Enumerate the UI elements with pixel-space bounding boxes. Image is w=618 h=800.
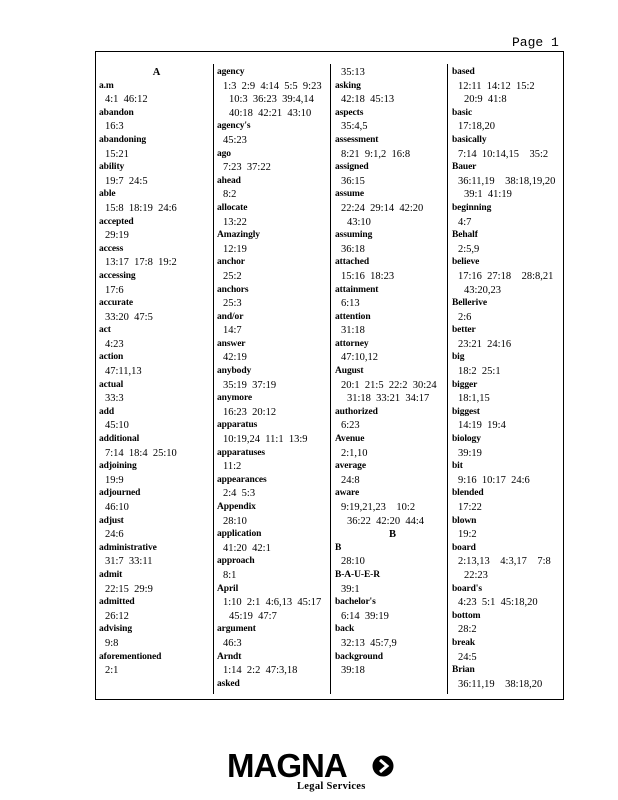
index-term: attorney: [335, 338, 369, 349]
page-line-references: 2:1,10: [341, 447, 368, 459]
index-entry: [335, 134, 450, 161]
page-line-references: 7:14 10:14,15 35:2: [458, 148, 549, 160]
index-entry: [335, 487, 450, 528]
page-line-references: 19:9: [105, 474, 124, 486]
page-line-references: 17:16 27:18 28:8,21: [458, 270, 554, 282]
page-line-references: 39:1 41:19: [464, 189, 512, 201]
page-line-references: 1:14 2:2 47:3,18: [223, 665, 298, 677]
page-line-references: 8:1: [223, 569, 237, 581]
page-line-references: 28:10: [341, 556, 365, 568]
index-term: aware: [335, 488, 360, 499]
index-term: ability: [99, 162, 125, 173]
page-line-references: 28:2: [458, 624, 477, 636]
index-term: advising: [99, 624, 132, 635]
index-term: board's: [452, 583, 482, 594]
index-term: board: [452, 542, 476, 553]
page-line-references: 22:15 29:9: [105, 583, 153, 595]
page-line-references: 1:10 2:1 4:6,13 45:17: [223, 597, 322, 609]
page-line-references: 32:13 45:7,9: [341, 637, 397, 649]
page-line-references: 15:21: [105, 148, 129, 160]
index-entry: [335, 433, 450, 460]
index-entry: [217, 202, 332, 229]
page-line-references: 35:4,5: [341, 121, 368, 133]
index-term: apparatuses: [217, 447, 265, 458]
index-entry: [217, 311, 332, 338]
index-term: argument: [217, 624, 256, 635]
index-term: bottom: [452, 610, 481, 621]
page-line-references: 40:18 42:21 43:10: [229, 107, 312, 119]
page-line-references: 13:17 17:8 19:2: [105, 257, 177, 269]
index-term: believe: [452, 257, 480, 268]
index-entry: [452, 406, 567, 433]
page-line-references: 4:23 5:1 45:18,20: [458, 597, 538, 609]
index-entry: [452, 487, 567, 514]
index-entry: [335, 284, 450, 311]
page-line-references: 42:18 45:13: [341, 94, 395, 106]
index-entry: [335, 623, 450, 650]
page-line-references: 35:13: [341, 67, 365, 78]
page-line-references: 19:7 24:5: [105, 175, 148, 187]
page-line-references: 25:3: [223, 298, 242, 310]
index-entry: [335, 542, 450, 569]
index-entry: [452, 324, 567, 351]
index-entry: [99, 651, 214, 678]
page-line-references: 31:18: [341, 325, 365, 337]
page-line-references: 39:18: [341, 665, 365, 677]
page-line-references: 24:5: [458, 651, 477, 663]
index-term: anybody: [217, 366, 252, 377]
page-line-references: 39:1: [341, 583, 360, 595]
index-entry: [99, 243, 214, 270]
index-entry: [99, 161, 214, 188]
index-term: assessment: [335, 134, 379, 145]
index-entry: [217, 229, 332, 256]
index-entry: [452, 134, 567, 161]
index-column-2: [217, 66, 332, 691]
index-term: blown: [452, 515, 477, 526]
index-entry: [217, 651, 332, 678]
index-term: adjoining: [99, 461, 137, 472]
index-term: big: [452, 352, 465, 363]
page-line-references: 16:23 20:12: [223, 406, 277, 418]
page-line-references: 15:8 18:19 24:6: [105, 202, 177, 214]
index-term: asking: [335, 80, 361, 91]
page-line-references: 1:3 2:9 4:14 5:5 9:23: [223, 80, 322, 92]
index-entry: [335, 161, 450, 188]
index-term: August: [335, 366, 364, 377]
index-entry: [452, 351, 567, 378]
index-entry: [335, 229, 450, 256]
page-line-references: 29:19: [105, 230, 129, 242]
page-line-references: 45:19 47:7: [229, 610, 277, 622]
page-line-references: 47:11,13: [105, 366, 142, 378]
page-line-references: 8:21 9:1,2 16:8: [341, 148, 411, 160]
index-term: adjust: [99, 515, 124, 526]
page-line-references: 36:15: [341, 175, 365, 187]
index-entry: [335, 651, 450, 678]
index-entry: [99, 433, 214, 460]
page-line-references: 24:6: [105, 529, 124, 541]
index-entry: [452, 229, 567, 256]
index-entry: [452, 433, 567, 460]
index-term: asked: [217, 678, 240, 689]
index-entry: [99, 107, 214, 134]
index-term: aspects: [335, 107, 364, 118]
page-line-references: 36:18: [341, 243, 365, 255]
index-entry: [452, 637, 567, 664]
index-entry: [335, 256, 450, 283]
page-line-references: 28:10: [223, 515, 247, 527]
page-line-references: 36:22 42:20 44:4: [347, 515, 425, 527]
index-entry: [335, 188, 450, 229]
index-entry: [452, 542, 567, 583]
index-term: back: [335, 624, 355, 635]
page-line-references: 10:3 36:23 39:4,14: [229, 94, 314, 106]
index-term: agency: [217, 67, 245, 77]
index-entry: [99, 351, 214, 378]
magna-logo: [227, 748, 397, 794]
index-term: assigned: [335, 162, 369, 173]
index-term: background: [335, 651, 383, 662]
index-entry: [335, 569, 450, 596]
index-entry: [452, 256, 567, 297]
page-line-references: 22:24 29:14 42:20: [341, 202, 424, 214]
index-term: Avenue: [335, 434, 365, 445]
index-term: bachelor's: [335, 597, 376, 608]
section-letter-heading: A: [152, 67, 161, 78]
index-term: application: [217, 529, 262, 540]
page-line-references: 2:1: [105, 665, 119, 677]
index-term: Amazingly: [217, 230, 260, 241]
index-term: anchors: [217, 284, 249, 295]
index-entry: [99, 270, 214, 297]
index-term: abandon: [99, 107, 134, 118]
index-term: accepted: [99, 216, 134, 227]
page-line-references: 9:8: [105, 637, 119, 649]
page-line-references: 8:2: [223, 189, 237, 201]
page-line-references: 19:2: [458, 529, 477, 541]
page-line-references: 18:2 25:1: [458, 366, 501, 378]
index-term: action: [99, 352, 124, 363]
page-line-references: 15:16 18:23: [341, 270, 395, 282]
index-term: B: [335, 542, 342, 553]
page-line-references: 33:20 47:5: [105, 311, 153, 323]
index-term: actual: [99, 379, 124, 390]
index-term: additional: [99, 434, 140, 445]
page-line-references: 12:19: [223, 243, 247, 255]
index-entry: [217, 555, 332, 582]
index-term: Brian: [452, 665, 475, 676]
index-entry: [217, 419, 332, 446]
index-term: admitted: [99, 597, 135, 608]
index-term: administrative: [99, 542, 157, 553]
index-entry: [217, 66, 332, 120]
index-term: beginning: [452, 202, 492, 213]
index-term: attention: [335, 311, 371, 322]
page-line-references: 7:14 18:4 25:10: [105, 447, 177, 459]
page-line-references: 46:10: [105, 502, 129, 513]
page-line-references: 17:22: [458, 502, 482, 513]
page-line-references: 31:18 33:21 34:17: [347, 393, 430, 405]
page-line-references: 43:20,23: [464, 284, 502, 296]
index-entry: [335, 66, 450, 80]
page-line-references: 4:23: [105, 338, 124, 350]
index-entry: [99, 297, 214, 324]
arrow-circle-icon: [372, 755, 394, 777]
index-term: Bellerive: [452, 298, 487, 309]
page-line-references: 14:19 19:4: [458, 420, 506, 432]
page-line-references: 2:6: [458, 311, 472, 323]
index-entry: [99, 623, 214, 650]
index-entry: [217, 338, 332, 365]
index-term: anchor: [217, 257, 245, 268]
index-entry: [335, 80, 450, 107]
index-term: able: [99, 189, 116, 200]
column-divider: [447, 64, 448, 694]
index-term: April: [217, 583, 239, 594]
page-line-references: 6:14 39:19: [341, 610, 389, 622]
page-line-references: 42:19: [223, 352, 247, 364]
index-term: assuming: [335, 230, 373, 241]
page-line-references: 7:23 37:22: [223, 162, 271, 174]
index-term: Behalf: [452, 230, 478, 241]
index-frame: [95, 51, 564, 700]
index-term: blended: [452, 488, 484, 499]
index-term: assume: [335, 189, 364, 200]
index-entry: [99, 487, 214, 514]
index-entry: [99, 596, 214, 623]
page-line-references: 16:3: [105, 121, 124, 133]
index-entry: [335, 596, 450, 623]
index-term: based: [452, 67, 475, 77]
index-term: agency's: [217, 121, 251, 132]
index-entry: [99, 406, 214, 433]
page-line-references: 20:9 41:8: [464, 94, 507, 106]
index-entry: [335, 338, 450, 365]
page-line-references: 2:5,9: [458, 243, 480, 255]
index-term: Appendix: [217, 502, 256, 512]
index-entry: [335, 107, 450, 134]
page-line-references: 45:10: [105, 420, 129, 432]
page-line-references: 4:1 46:12: [105, 94, 148, 106]
index-term: basically: [452, 134, 487, 145]
index-term: average: [335, 461, 366, 472]
index-term: Arndt: [217, 651, 242, 662]
index-term: appearances: [217, 474, 267, 485]
page-line-references: 14:7: [223, 325, 242, 337]
index-term: add: [99, 406, 115, 417]
index-entry: [99, 379, 214, 406]
logo-wordmark: MAGNA: [227, 747, 347, 784]
index-entry: [99, 80, 214, 107]
page-line-references: 2:4 5:3: [223, 488, 256, 500]
page-line-references: 6:23: [341, 420, 360, 432]
index-entry: [217, 120, 332, 147]
page-line-references: 6:13: [341, 298, 360, 310]
index-entry: [99, 324, 214, 351]
page-line-references: 46:3: [223, 637, 242, 649]
page-line-references: 2:13,13 4:3,17 7:8: [458, 556, 551, 568]
index-entry: [217, 528, 332, 555]
index-term: B-A-U-E-R: [335, 569, 381, 580]
index-term: bigger: [452, 379, 478, 390]
index-term: allocate: [217, 202, 248, 213]
page-line-references: 36:11,19 38:18,20: [458, 678, 543, 690]
index-entry: [452, 297, 567, 324]
index-term: accessing: [99, 270, 136, 281]
index-entry: [217, 501, 332, 528]
index-term: attached: [335, 257, 370, 268]
index-entry: [452, 379, 567, 406]
page-line-references: 18:1,15: [458, 393, 490, 405]
page-line-references: 13:22: [223, 216, 247, 228]
index-entry: [99, 134, 214, 161]
index-entry: [99, 460, 214, 487]
index-entry: [335, 406, 450, 433]
index-entry: [335, 365, 450, 406]
page-line-references: 39:19: [458, 447, 482, 459]
index-term: accurate: [99, 298, 134, 309]
page-line-references: 10:19,24 11:1 13:9: [223, 434, 308, 446]
index-entry: [335, 460, 450, 487]
index-entry: [452, 460, 567, 487]
page-line-references: 17:6: [105, 284, 124, 296]
page-line-references: 4:7: [458, 216, 472, 228]
index-term: bit: [452, 461, 463, 472]
index-term: anymore: [217, 393, 253, 404]
section-letter-heading: B: [388, 529, 396, 541]
index-entry: [452, 107, 567, 134]
page-line-references: 25:2: [223, 270, 242, 282]
index-column-1: [99, 66, 214, 678]
index-entry: [335, 311, 450, 338]
index-term: act: [99, 325, 111, 336]
index-term: biggest: [452, 406, 480, 417]
page-line-references: 31:7 33:11: [105, 556, 153, 568]
page-line-references: 26:12: [105, 610, 129, 622]
index-term: biology: [452, 434, 481, 445]
page-number-label: Page 1: [512, 35, 559, 50]
index-term: better: [452, 325, 476, 336]
index-term: aforementioned: [99, 651, 162, 662]
index-entry: [452, 202, 567, 229]
page-line-references: 11:2: [223, 461, 242, 473]
index-entry: [217, 678, 332, 692]
index-entry: [452, 583, 567, 610]
logo-subtitle: Legal Services: [297, 781, 366, 792]
index-term: approach: [217, 556, 255, 567]
index-term: access: [99, 243, 124, 254]
page-line-references: 41:20 42:1: [223, 542, 271, 554]
index-term: attainment: [335, 284, 379, 295]
page-line-references: 12:11 14:12 15:2: [458, 80, 535, 92]
index-entry: [217, 447, 332, 474]
index-term: basic: [452, 107, 473, 118]
page-line-references: 47:10,12: [341, 352, 379, 364]
index-term: abandoning: [99, 134, 147, 145]
page-line-references: 23:21 24:16: [458, 338, 512, 350]
page-line-references: 45:23: [223, 134, 247, 146]
page-line-references: 22:23: [464, 569, 488, 581]
index-entry: [99, 188, 214, 215]
index-term: answer: [217, 338, 246, 349]
page-line-references: 9:19,21,23 10:2: [341, 502, 416, 513]
column-divider: [213, 64, 214, 694]
index-term: adjourned: [99, 488, 141, 499]
page-line-references: 36:11,19 38:18,19,20: [458, 175, 556, 187]
index-term: apparatus: [217, 420, 258, 431]
index-column-4: [452, 66, 567, 691]
index-entry: [452, 610, 567, 637]
index-term: and/or: [217, 311, 244, 322]
index-term: Bauer: [452, 162, 477, 173]
index-entry: [452, 664, 567, 691]
index-entry: [99, 515, 214, 542]
index-term: ahead: [217, 175, 241, 186]
page-line-references: 17:18,20: [458, 121, 496, 133]
index-entry: [217, 583, 332, 624]
index-entry: [99, 542, 214, 569]
page-line-references: 24:8: [341, 474, 360, 486]
index-term: ago: [217, 148, 231, 159]
index-term: admit: [99, 569, 123, 580]
page-line-references: 20:1 21:5 22:2 30:24: [341, 379, 437, 391]
index-term: a.m: [99, 80, 114, 91]
index-entry: [99, 216, 214, 243]
index-entry: [217, 256, 332, 283]
index-entry: [217, 175, 332, 202]
index-entry: [217, 365, 332, 392]
index-entry: [217, 474, 332, 501]
index-entry: [217, 623, 332, 650]
column-divider: [330, 64, 331, 694]
index-entry: [452, 161, 567, 202]
index-term: break: [452, 637, 476, 648]
index-entry: [217, 284, 332, 311]
page-line-references: 9:16 10:17 24:6: [458, 474, 530, 486]
page-line-references: 33:3: [105, 393, 124, 405]
index-entry: [217, 392, 332, 419]
index-entry: [452, 66, 567, 107]
page-line-references: 35:19 37:19: [223, 379, 277, 391]
index-entry: [452, 515, 567, 542]
index-entry: [99, 569, 214, 596]
index-entry: [217, 148, 332, 175]
index-term: authorized: [335, 406, 378, 417]
index-column-3: [335, 66, 450, 678]
page-line-references: 43:10: [347, 216, 371, 228]
